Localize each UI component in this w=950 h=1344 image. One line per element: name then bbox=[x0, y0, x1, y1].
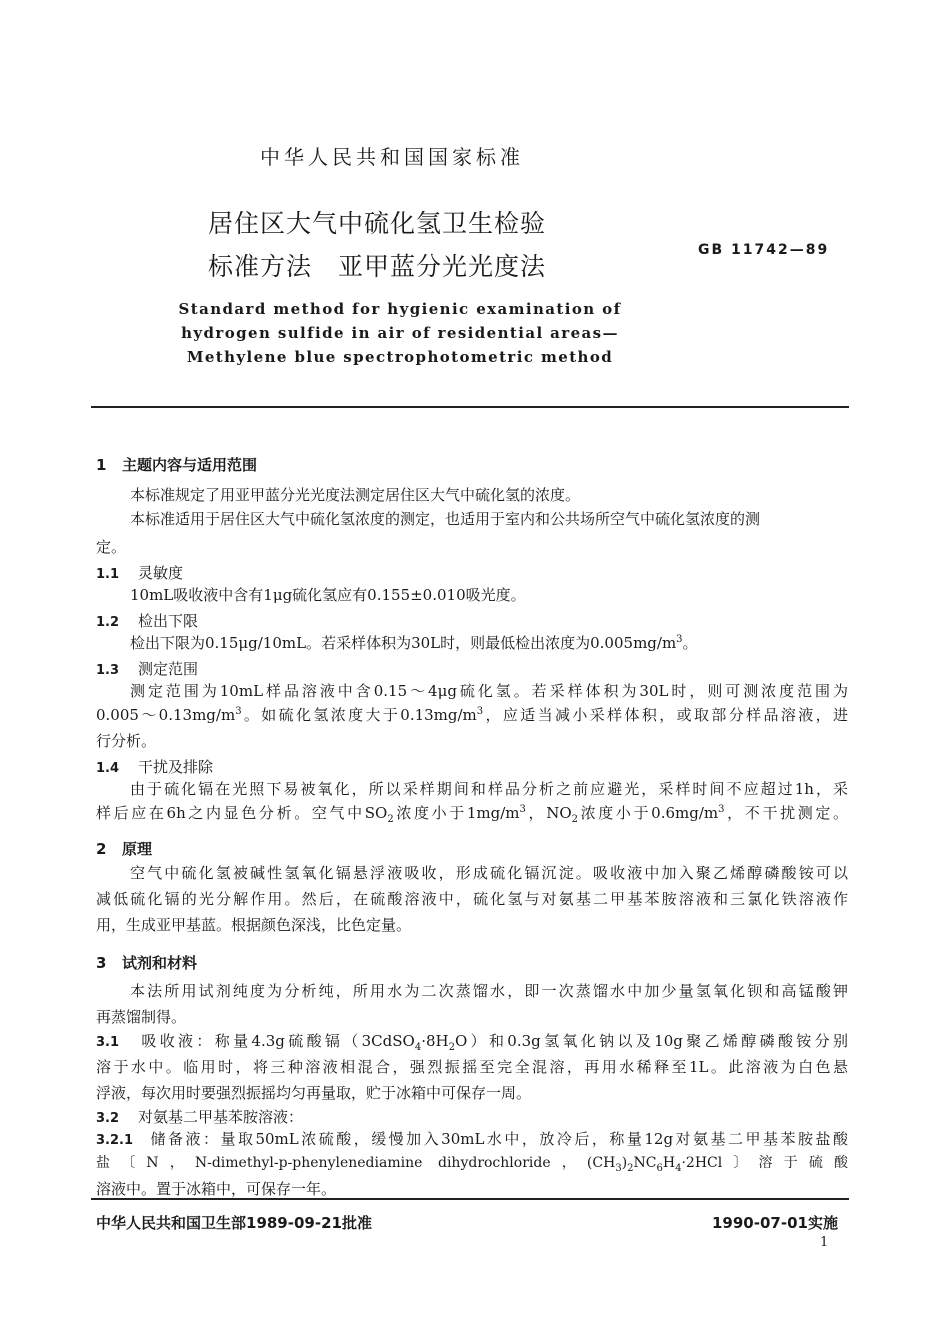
s1-4-text-a: 由于硫化镉在光照下易被氧化，所以采样期间和样品分析之前应避光，采样时间不应超过1h，采 bbox=[130, 780, 848, 798]
superscript: 3 bbox=[519, 804, 526, 815]
s1-paragraph-1: 本标准规定了用亚甲蓝分光光度法测定居住区大气中硫化氢的浓度。 bbox=[130, 486, 581, 504]
subsection-number: 1.1 bbox=[96, 567, 120, 582]
text-segment: 检出下限为0.15μg/10mL。若采样体积为30L时，则最低检出浓度为0.005mg/m bbox=[130, 634, 677, 652]
subscript: 2 bbox=[627, 1162, 634, 1174]
s2-line-2: 减低硫化镉的光分解作用。然后，在硫酸溶液中，硫化氢与对氨基二甲基苯胺溶液和三氯化铁溶液作 bbox=[96, 890, 848, 908]
subsection-1-4-heading bbox=[96, 756, 213, 777]
text-segment: H bbox=[662, 1155, 676, 1171]
s2-line-1: 空气中硫化氢被碱性氢氧化镉悬浮液吸收，形成硫化镉沉淀。吸收液中加入聚乙烯醇磷酸铵可以 bbox=[130, 864, 848, 882]
section-title: 试剂和材料 bbox=[122, 954, 198, 972]
chinese-title-line-1: 居住区大气中硫化氢卫生检验 bbox=[208, 209, 547, 238]
subsection-number: 3.2 bbox=[96, 1111, 120, 1126]
section-2-heading bbox=[96, 838, 152, 859]
s1-paragraph-2b: 定。 bbox=[96, 538, 127, 556]
text-segment: 储备液：量取50mL浓硫酸，缓慢加入30mL水中，放冷后，称量12g对氨基二甲基苯胺盐酸 bbox=[148, 1130, 848, 1148]
s1-4-text-b bbox=[96, 802, 848, 823]
s1-3-text-a: 测定范围为10mL样品溶液中含0.15～4μg硫化氢。若采样体积为30L时，则可测浓度范围为 bbox=[130, 682, 848, 700]
s1-paragraph-2a: 本标准适用于居住区大气中硫化氢浓度的测定，也适用于室内和公共场所空气中硫化氢浓度的测 bbox=[130, 510, 761, 528]
national-standard-heading: 中华人民共和国国家标准 bbox=[260, 145, 524, 169]
text-segment: 浓度小于0.6mg/m bbox=[578, 804, 719, 822]
s1-1-text: 10mL吸收液中含有1μg硫化氢应有0.155±0.010吸光度。 bbox=[130, 586, 526, 604]
subsection-number: 1.2 bbox=[96, 615, 120, 630]
subsection-title: 测定范围 bbox=[138, 660, 199, 678]
subsection-title: 检出下限 bbox=[138, 612, 199, 630]
section-3-heading bbox=[96, 952, 197, 973]
text-segment: ) bbox=[621, 1155, 628, 1171]
section-number: 2 bbox=[96, 840, 107, 858]
bottom-divider bbox=[91, 1198, 849, 1200]
text-segment: ，不干扰测定。 bbox=[724, 804, 848, 822]
subscript: 2 bbox=[448, 1042, 455, 1053]
text-segment: NC bbox=[633, 1155, 657, 1171]
subscript: 3 bbox=[615, 1162, 622, 1174]
text-segment: 盐〔N，N-dimethyl-p-phenylenediamine dihydrochloride，(CH bbox=[96, 1155, 616, 1171]
top-divider bbox=[91, 406, 849, 408]
subsection-number: 1.4 bbox=[96, 761, 120, 776]
subsection-1-1-heading bbox=[96, 562, 183, 583]
subscript: 6 bbox=[656, 1162, 663, 1174]
s1-2-text bbox=[130, 632, 698, 653]
section-title: 原理 bbox=[122, 840, 153, 858]
issuer-approval: 中华人民共和国卫生部1989-09-21批准 bbox=[96, 1214, 372, 1232]
s1-3-text-b bbox=[96, 704, 848, 725]
text-segment: ，应适当减小采样体积，或取部分样品溶液，进 bbox=[483, 706, 848, 724]
english-title-line-3: Methylene blue spectrophotometric method bbox=[186, 348, 614, 366]
subsection-number: 3.1 bbox=[96, 1035, 120, 1050]
superscript: 3 bbox=[235, 706, 242, 717]
s3-2-1-text-c: 溶液中。置于冰箱中，可保存一年。 bbox=[96, 1180, 337, 1198]
subsection-number: 1.3 bbox=[96, 663, 120, 678]
s1-3-text-c: 行分析。 bbox=[96, 732, 157, 750]
text-segment: ·8H bbox=[421, 1032, 449, 1050]
text-segment: O）和0.3g氢氧化钠以及10g聚乙烯醇磷酸铵分别 bbox=[454, 1032, 848, 1050]
s3-1-text-a bbox=[96, 1030, 848, 1051]
section-title: 主题内容与适用范围 bbox=[122, 456, 258, 474]
s3-2-1-text-b bbox=[96, 1152, 848, 1172]
subsection-number: 3.2.1 bbox=[96, 1133, 134, 1148]
subsection-1-3-heading bbox=[96, 658, 198, 679]
effective-date: 1990-07-01实施 bbox=[712, 1214, 838, 1232]
subscript: 2 bbox=[571, 814, 578, 825]
subscript: 4 bbox=[414, 1042, 422, 1053]
superscript: 3 bbox=[676, 634, 683, 645]
subscript: 2 bbox=[387, 814, 394, 825]
superscript: 3 bbox=[476, 706, 484, 717]
standard-number: GB 11742—89 bbox=[698, 242, 830, 258]
text-segment: 。 bbox=[682, 634, 698, 652]
s3-1-text-c: 浮液，每次用时要强烈振摇均匀再量取，贮于冰箱中可保存一周。 bbox=[96, 1084, 532, 1102]
page-number: 1 bbox=[820, 1235, 829, 1250]
english-title-line-2: hydrogen sulfide in air of residential areas— bbox=[181, 324, 619, 342]
subsection-3-2-heading bbox=[96, 1106, 303, 1127]
text-segment: 样后应在6h之内显色分析。空气中SO bbox=[96, 804, 388, 822]
s3-2-1-text-a bbox=[96, 1128, 848, 1149]
subsection-title: 对氨基二甲基苯胺溶液： bbox=[138, 1108, 304, 1126]
subscript: 4 bbox=[675, 1162, 682, 1174]
s3-1-text-b: 溶于水中。临用时，将三种溶液相混合，强烈振摇至完全混溶，再用水稀释至1L。此溶液为白色悬 bbox=[96, 1058, 848, 1076]
section-number: 1 bbox=[96, 456, 107, 474]
section-number: 3 bbox=[96, 954, 107, 972]
text-segment: 。如硫化氢浓度大于0.13mg/m bbox=[241, 706, 477, 724]
text-segment: 吸收液：称量4.3g硫酸镉（3CdSO bbox=[138, 1032, 415, 1050]
text-segment: 0.005～0.13mg/m bbox=[96, 706, 236, 724]
text-segment: ·2HCl〕溶于硫酸 bbox=[681, 1155, 848, 1171]
subsection-title: 干扰及排除 bbox=[138, 758, 214, 776]
subsection-title: 灵敏度 bbox=[138, 564, 184, 582]
subsection-1-2-heading bbox=[96, 610, 198, 631]
english-title-line-1: Standard method for hygienic examination of bbox=[178, 300, 622, 318]
s3-line-1: 本法所用试剂纯度为分析纯，所用水为二次蒸馏水，即一次蒸馏水中加少量氢氧化钡和高锰酸钾 bbox=[130, 982, 848, 1000]
text-segment: ，NO bbox=[525, 804, 572, 822]
s3-line-2: 再蒸馏制得。 bbox=[96, 1008, 187, 1026]
s2-line-3: 用，生成亚甲基蓝。根据颜色深浅，比色定量。 bbox=[96, 916, 412, 934]
superscript: 3 bbox=[718, 804, 725, 815]
chinese-title-line-2: 标准方法 亚甲蓝分光光度法 bbox=[208, 252, 547, 281]
section-1-heading bbox=[96, 454, 257, 475]
text-segment: 浓度小于1mg/m bbox=[393, 804, 520, 822]
